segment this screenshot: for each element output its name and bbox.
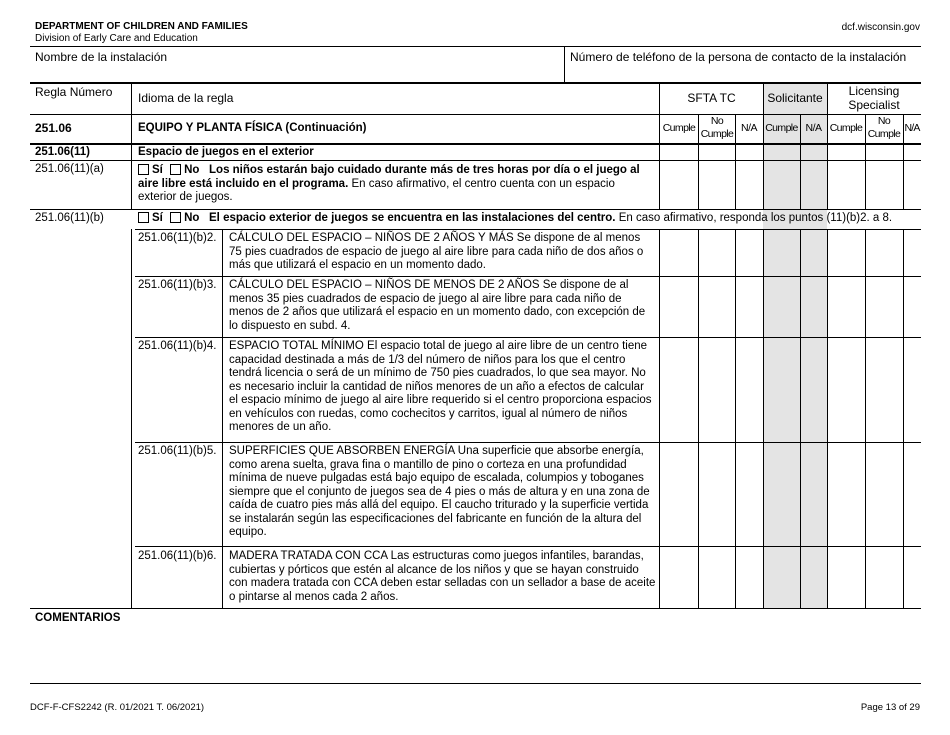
- page-number: Page 13 of 29: [860, 702, 920, 713]
- specialist-no-cumple-header: No Cumple: [867, 115, 901, 140]
- rule-a-text: [138, 164, 653, 205]
- c2b: [698, 229, 699, 608]
- col-sub-number-line: [222, 229, 223, 608]
- website-url: dcf.wisconsin.gov: [841, 22, 920, 33]
- top-rule: [30, 46, 921, 47]
- sfta-cumple-header: Cumple: [662, 122, 696, 134]
- sfta-no-cumple-header: No Cumple: [700, 115, 734, 140]
- applicant-cumple-header: Cumple: [765, 122, 798, 134]
- col-rule-number-line-2: [131, 229, 132, 608]
- applicant-na-header: N/A: [805, 122, 822, 134]
- sub3-line: [135, 337, 921, 338]
- c8b: [903, 229, 904, 608]
- sfta-na-header: N/A: [740, 122, 757, 134]
- rule-a-line: [30, 209, 921, 210]
- comments-label: COMENTARIOS: [35, 612, 121, 624]
- rule-b-line: [135, 229, 921, 230]
- col-specialist-start-2: [827, 229, 828, 608]
- col-header-rule-number: Regla Número: [35, 85, 113, 99]
- col-applicant-start-2: [763, 229, 764, 608]
- sub-rule-text: CÁLCULO DEL ESPACIO – NIÑOS DE 2 AÑOS Y MÁS Se dispone de al menos 75 pies cuadrados de espacio de juego al aire libre para cada niño de dos años o más que utilizará el espacio en un momento dado.: [229, 232, 644, 271]
- hdr-row-line: [30, 114, 921, 115]
- sub5-line: [135, 546, 921, 547]
- col-header-applicant: Solicitante: [767, 91, 823, 105]
- rule-b-yes-checkbox[interactable]: [138, 212, 149, 223]
- col-compliance-start-2: [659, 229, 660, 608]
- rule-a-yes-label: Sí: [152, 164, 163, 176]
- subsection-number: 251.06(11): [35, 146, 90, 158]
- rule-a-yes-checkbox[interactable]: [138, 164, 149, 175]
- sub4-line: [135, 442, 921, 443]
- form-id: DCF-F-CFS2242 (R. 01/2021 T. 06/2021): [30, 702, 205, 713]
- c7b: [865, 229, 866, 608]
- facility-name-field[interactable]: [35, 66, 560, 81]
- rule-a-bold-text: Los niños estarán bajo cuidado durante más de tres horas por día o el juego al aire libre está incluido en el programa.: [138, 164, 640, 190]
- department-name: DEPARTMENT OF CHILDREN AND FAMILIES: [35, 21, 248, 32]
- section-title: EQUIPO Y PLANTA FÍSICA (Continuación): [138, 122, 367, 134]
- sub-rule-text: SUPERFICIES QUE ABSORBEN ENERGÍA Una superficie que absorbe energía, como arena suelta, grava fina o mantillo de pino o corteza en una profundidad mínima de nueve pulgadas está bajo equipo de escalada, columpios y toboganes siempre que el conjunto de juegos sea de 4 pies o más de altura y en una zona de caída de cuatro pies más allá del equipo. El caucho triturado y la superficie vertida se instalarán según las especificaciones del fabricante en función de la altura del equipo.: [229, 445, 650, 538]
- sub-rule-number: 251.06(11)(b)3.: [138, 279, 217, 291]
- specialist-cumple-header: Cumple: [829, 122, 863, 134]
- rule-b-text: [138, 212, 923, 226]
- c5b: [800, 229, 801, 608]
- rule-a-number: 251.06(11)(a): [35, 163, 104, 175]
- col-specialist-start: [827, 84, 828, 210]
- section-row-line: [30, 143, 921, 145]
- applicant-na-bg: [800, 84, 827, 608]
- contact-phone-label: Número de teléfono de la persona de contacto de la instalación: [570, 50, 907, 64]
- table-bottom-line: [30, 608, 921, 609]
- rule-a-no-checkbox[interactable]: [170, 164, 181, 175]
- rule-b-yes-label: Sí: [152, 212, 163, 224]
- rule-b-bold-text: El espacio exterior de juegos se encuentra en las instalaciones del centro.: [209, 212, 616, 224]
- subsection-row-line: [30, 160, 921, 161]
- rule-a-no-label: No: [184, 164, 200, 176]
- col-header-rule-language: Idioma de la regla: [138, 91, 234, 105]
- col-header-sfta-tc: SFTA TC: [687, 91, 736, 105]
- col-header-licensing-specialist: Licensing Specialist: [848, 84, 900, 112]
- subsection-title: Espacio de juegos en el exterior: [138, 146, 314, 158]
- rule-b-no-label: No: [184, 212, 200, 224]
- sub-rule-number: 251.06(11)(b)5.: [138, 445, 217, 457]
- rule-b-normal-text: En caso afirmativo, responda los puntos (11)(b)2. a 8.: [618, 212, 893, 224]
- c3b: [735, 229, 736, 608]
- col-rule-number-line: [131, 84, 132, 210]
- sub-rule-number: 251.06(11)(b)2.: [138, 232, 217, 244]
- rule-a-normal-text: En caso afirmativo, el centro cuenta con un espacio exterior de juegos.: [138, 177, 615, 203]
- rule-b-number: 251.06(11)(b): [35, 212, 104, 224]
- contact-phone-field[interactable]: [570, 66, 918, 81]
- sub-rule-number: 251.06(11)(b)6.: [138, 550, 217, 562]
- specialist-na-header: N/A: [904, 122, 920, 134]
- sub-rule-text: MADERA TRATADA CON CCA Las estructuras como juegos infantiles, barandas, cubiertas y pórticos que estén al alcance de los niños y que se hayan construido con madera tratada con CCA deben estar selladas con un sellador a base de aceite o pintarse al menos cada 2 años.: [229, 550, 656, 603]
- section-number: 251.06: [35, 121, 72, 135]
- applicant-cumple-bg: [763, 84, 800, 608]
- rule-b-no-checkbox[interactable]: [170, 212, 181, 223]
- sub-rule-number: 251.06(11)(b)4.: [138, 340, 217, 352]
- facility-name-label: Nombre de la instalación: [35, 50, 168, 64]
- sub2-line: [135, 276, 921, 277]
- sub-rule-text: ESPACIO TOTAL MÍNIMO El espacio total de juego al aire libre de un centro tiene capacidad destinada a más de 1/3 del número de niños para los que el centro tendrá licencia o será de un mínimo de 750 pies cuadrados, lo que sea mayor. No es necesario incluir la cantidad de niños menores de un año a efectos de calcular el espacio mínimo de juego al aire libre requerido si el centro proporciona espacios en vehículos con ruedas, como cochecitos y carritos, igual al número de niños menores de un año.: [229, 340, 652, 433]
- footer-rule: [30, 683, 921, 684]
- comments-field[interactable]: [35, 628, 920, 680]
- sub-rule-text: CÁLCULO DEL ESPACIO – NIÑOS DE MENOS DE 2 AÑOS Se dispone de al menos 35 pies cuadrados de espacio de juego al aire libre para cada niño de menos de 2 años que utilizará el espacio en un momento dado, con excepción de lo dispuesto en subd. 4.: [229, 279, 646, 332]
- top-field-divider: [564, 46, 565, 83]
- division-name: Division of Early Care and Education: [35, 33, 198, 44]
